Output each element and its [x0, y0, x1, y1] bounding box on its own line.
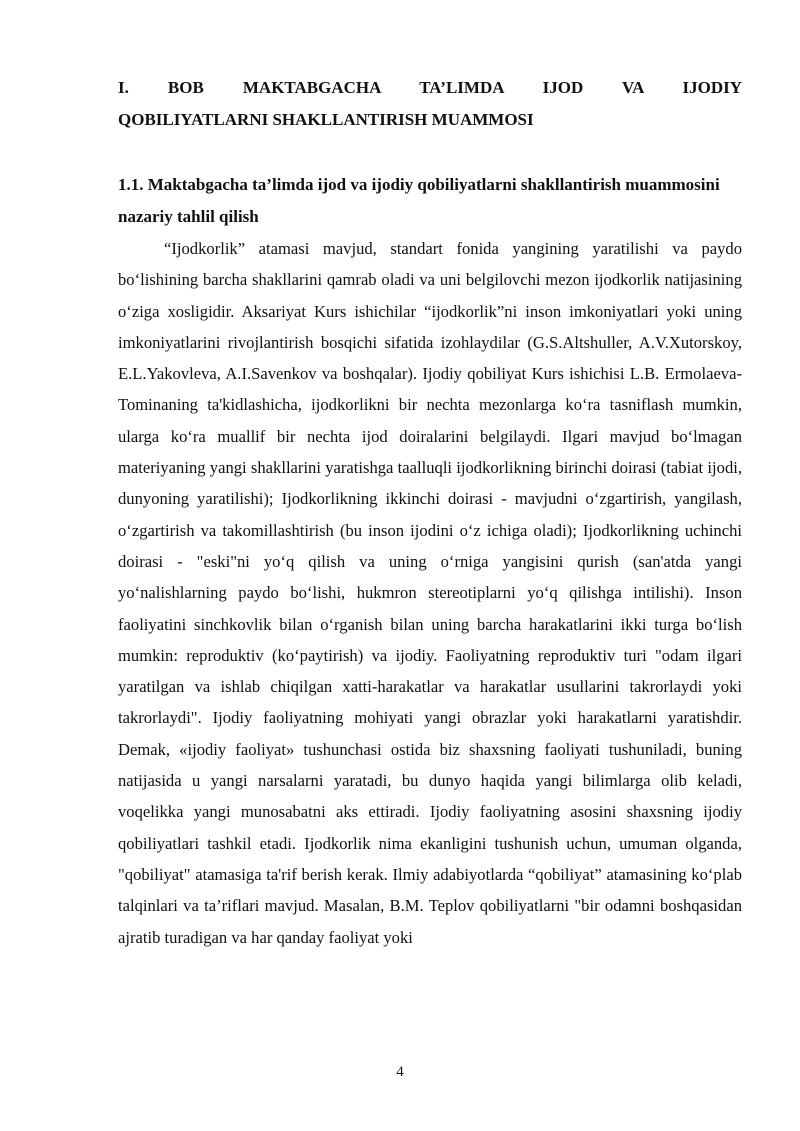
- chapter-title-line-1: I. BOB MAKTABGACHA TA’LIMDA IJOD VA IJODIY: [118, 78, 742, 97]
- chapter-title-line-2: QOBILIYATLARNI SHAKLLANTIRISH MUAMMOSI: [118, 110, 534, 129]
- document-page: [118, 72, 742, 953]
- section-title: 1.1. Maktabgacha ta’limda ijod va ijodiy qobiliyatlarni shakllantirish muammosini nazariy tahlil qilish: [118, 175, 720, 226]
- page-number: 4: [396, 1064, 404, 1080]
- chapter-title: [118, 72, 742, 136]
- body-paragraph: “Ijodkorlik” atamasi mavjud, standart fonida yangining yaratilishi va paydo bo‘lishining barcha shakllarini qamrab oladi va uni belgilovchi mezon ijodkorlik natijasining o‘ziga xosligidir. Aksariyat Kurs ishichilar “ijodkorlik”ni inson imkoniyatlari yoki uning imkoniyatlarini rivojlantirish bosqichi sifatida izohlaydilar (G.S.Altshuller, A.V.Xutorskoy, E.L.Yakovleva, A.I.Savenkov va boshqalar). Ijodiy qobiliyat Kurs ishichisi L.B. Ermolaeva-Tominaning ta'kidlashicha, ijodkorlikni bir nechta mezonlarga ko‘ra tasniflash mumkin, ularga ko‘ra muallif bir nechta ijod doiralarini belgilaydi. Ilgari mavjud bo‘lmagan materiyaning yangi shakllarini yaratishga taalluqli ijodkorlikning birinchi doirasi (tabiat ijodi, dunyoning yaratilishi); Ijodkorlikning ikkinchi doirasi - mavjudni o‘zgartirish, yangilash, o‘zgartirish va takomillashtirish (bu inson ijodini o‘z ichiga oladi); Ijodkorlikning uchinchi doirasi - "eski"ni yo‘q qilish va uning o‘rniga yangisini qurish (san'atda yangi yo‘nalishlarning paydo bo‘lishi, hukmron stereotiplarni yo‘q qilishga intilishi). Inson faoliyatini sinchkovlik bilan o‘rganish bilan uning barcha harakatlarini ikki turga bo‘lish mumkin: reproduktiv (ko‘paytirish) va ijodiy. Faoliyatning reproduktiv turi "odam ilgari yaratilgan va ishlab chiqilgan xatti-harakatlar va harakatlar usullarini takrorlaydi yoki takrorlaydi". Ijodiy faoliyatning mohiyati yangi obrazlar yoki harakatlarni yaratishdir. Demak, «ijodiy faoliyat» tushunchasi ostida biz shaxsning faoliyati tushuniladi, buning natijasida u yangi narsalarni yaratadi, bu dunyo haqida yangi bilimlarga olib keladi, voqelikka yangi munosabatni aks ettiradi. Ijodiy faoliyatning asosini shaxsning ijodiy qobiliyatlari tashkil etadi. Ijodkorlik nima ekanligini tushunish uchun, umuman olganda, "qobiliyat" atamasiga ta'rif berish kerak. Ilmiy adabiyotlarda “qobiliyat” atamasining ko‘plab talqinlari va ta’riflari mavjud. Masalan, B.M. Teplov qobiliyatlarni "bir odamni boshqasidan ajratib turadigan va har qanday faoliyat yoki: [118, 239, 742, 947]
